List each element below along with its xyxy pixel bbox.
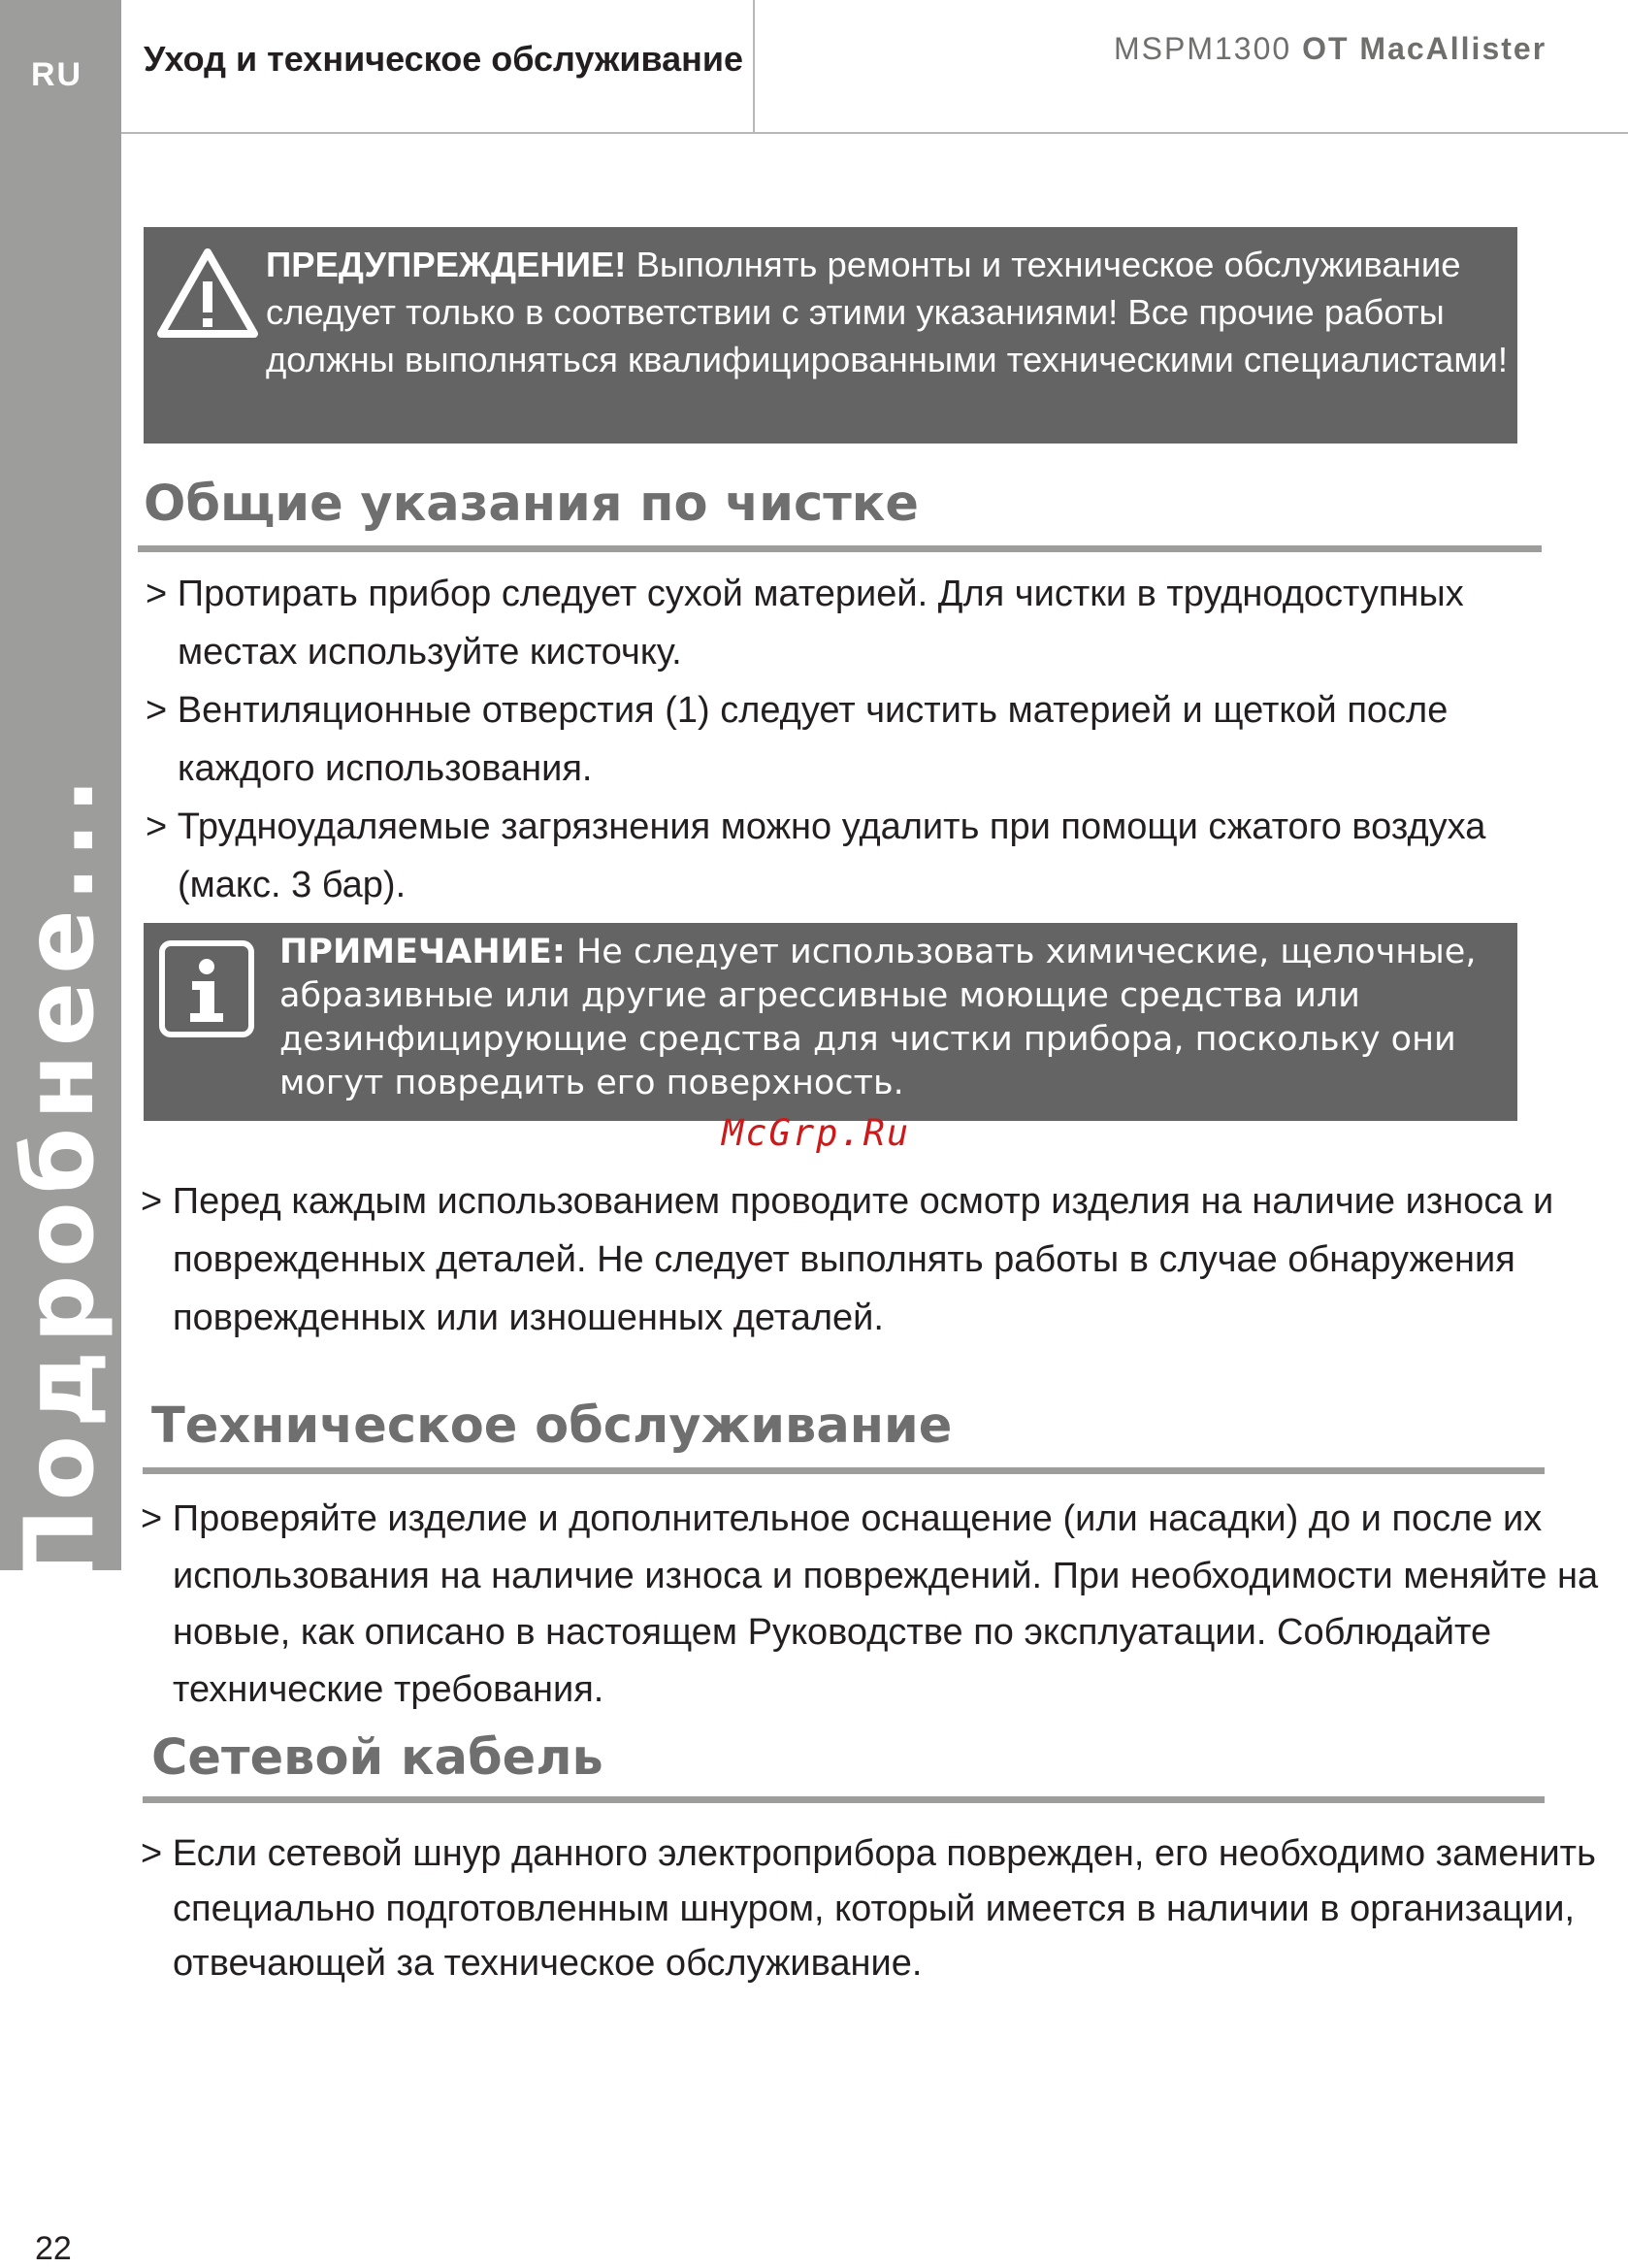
heading-rule-cleaning bbox=[138, 545, 1542, 552]
heading-cable: Сетевой кабель bbox=[151, 1729, 603, 1787]
list-item: > Перед каждым использованием проводите осмотр изделия на наличие износа и поврежденных деталей. Не следует выполнять работы в случае обнаружения поврежденных или изношенных деталей. bbox=[141, 1172, 1609, 1347]
heading-cleaning: Общие указания по чистке bbox=[144, 476, 919, 533]
warning-box bbox=[144, 227, 1517, 444]
header-model bbox=[1114, 31, 1547, 67]
heading-maintenance: Техническое обслуживание bbox=[151, 1397, 953, 1455]
brand-name: OT MacAllister bbox=[1302, 31, 1547, 66]
warning-text bbox=[266, 241, 1508, 383]
list-item: > Проверяйте изделие и дополнительное оснащение (или насадки) до и после их использования на наличие износа и повреждений. При необходимости меняйте на новые, как описано в настоящем Руководстве по эксплуатации. Соблюдайте технические требования. bbox=[141, 1491, 1618, 1718]
watermark: McGrp.Ru bbox=[722, 1112, 911, 1154]
list-item: > Если сетевой шнур данного электроприбора поврежден, его необходимо заменить специально подготовленным шнуром, который имеется в наличии в организации, отвечающей за техническое обслуживание. bbox=[141, 1826, 1618, 1991]
warning-body: Выполнять ремонты и техническое обслуживание следует только в соответствии с этими указаниями! Все прочие работы должны выполняться квалифицированными техническими специалистами! bbox=[266, 245, 1508, 379]
side-bar bbox=[0, 0, 121, 1589]
heading-rule-cable bbox=[143, 1796, 1545, 1803]
warning-label: ПРЕДУПРЕЖДЕНИЕ! bbox=[266, 245, 627, 284]
header-divider-vertical bbox=[753, 0, 755, 133]
note-label: ПРИМЕЧАНИЕ: bbox=[279, 933, 566, 971]
page-number: 22 bbox=[35, 2230, 72, 2267]
warning-triangle-icon bbox=[157, 247, 258, 340]
list-item: > Трудноудаляемые загрязнения можно удалить при помощи сжатого воздуха (макс. 3 бар). bbox=[146, 798, 1575, 914]
model-number: MSPM1300 bbox=[1114, 31, 1303, 66]
note-box bbox=[144, 923, 1517, 1121]
heading-rule-maintenance bbox=[143, 1467, 1545, 1474]
note-text bbox=[279, 931, 1512, 1105]
page-header-title: Уход и техническое обслуживание bbox=[144, 39, 744, 79]
info-icon bbox=[157, 938, 256, 1039]
language-tag: RU bbox=[31, 56, 83, 93]
header-divider-horizontal bbox=[121, 132, 1628, 134]
note-body: Не следует использовать химические, щелочные, абразивные или другие агрессивные моющие средства или дезинфицирующие средства для чистки прибора, поскольку они могут повредить его поверхность. bbox=[279, 933, 1477, 1102]
list-item: > Протирать прибор следует сухой материей. Для чистки в труднодоступных местах используйте кисточку. bbox=[146, 565, 1565, 681]
list-item: > Вентиляционные отверстия (1) следует чистить материей и щеткой после каждого использования. bbox=[146, 681, 1565, 798]
side-label: Подробнее... bbox=[5, 770, 115, 1589]
